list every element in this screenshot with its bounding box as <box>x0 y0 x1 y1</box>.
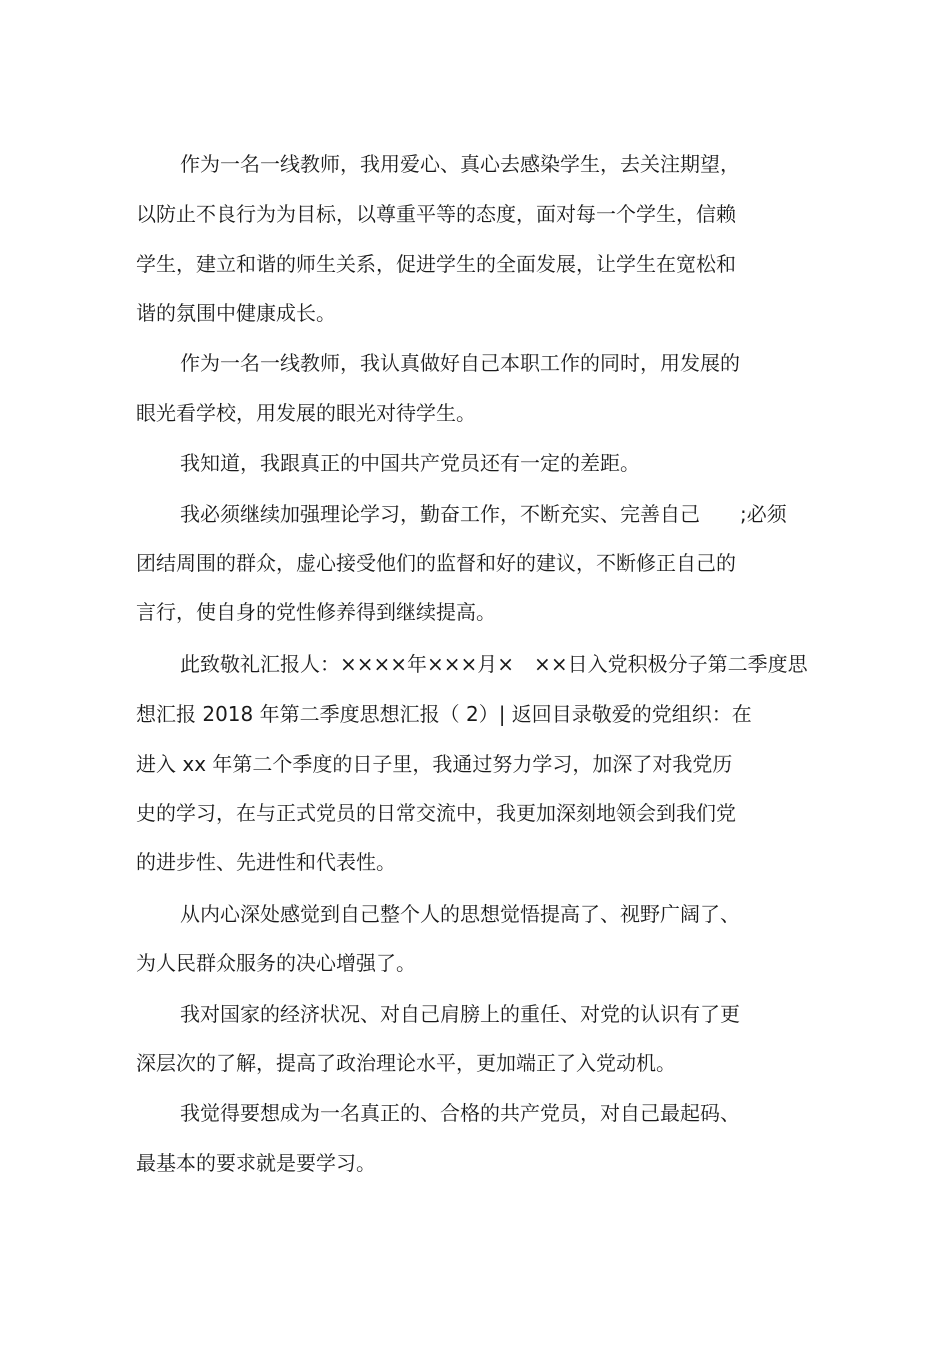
text-line: 深层次的了解，提高了政治理论水平，更加端正了入党动机。 <box>136 1051 676 1075</box>
text-line: 团结周围的群众，虚心接受他们的监督和好的建议，不断修正自己的 <box>136 551 736 575</box>
text-line: 进入 xx 年第二个季度的日子里，我通过努力学习，加深了对我党历 <box>136 752 733 776</box>
text-line: 我知道，我跟真正的中国共产党员还有一定的差距。 <box>180 451 640 475</box>
text-line: 眼光看学校，用发展的眼光对待学生。 <box>136 401 476 425</box>
text-line: 为人民群众服务的决心增强了。 <box>136 951 416 975</box>
text-line: 作为一名一线教师，我用爱心、真心去感染学生，去关注期望， <box>180 152 740 176</box>
text-line: 最基本的要求就是要学习。 <box>136 1151 376 1175</box>
text-line: 学生，建立和谐的师生关系，促进学生的全面发展，让学生在宽松和 <box>136 252 736 276</box>
text-line: 我觉得要想成为一名真正的、合格的共产党员，对自己最起码、 <box>180 1101 740 1125</box>
text-line: 作为一名一线教师，我认真做好自己本职工作的同时，用发展的 <box>180 351 740 375</box>
text-line: 的进步性、先进性和代表性。 <box>136 850 396 874</box>
text-line: 我必须继续加强理论学习，勤奋工作，不断充实、完善自己 ;必须 <box>180 502 787 526</box>
text-line: 从内心深处感觉到自己整个人的思想觉悟提高了、视野广阔了、 <box>180 902 740 926</box>
text-line: 想汇报 2018 年第二季度思想汇报（ 2）| 返回目录敬爱的党组织：在 <box>136 702 752 726</box>
text-line: 史的学习，在与正式党员的日常交流中，我更加深刻地领会到我们党 <box>136 801 736 825</box>
text-line: 谐的氛围中健康成长。 <box>136 301 336 325</box>
text-line: 言行，使自身的党性修养得到继续提高。 <box>136 600 496 624</box>
text-line: 我对国家的经济状况、对自己肩膀上的重任、对党的认识有了更 <box>180 1002 740 1026</box>
text-line: 以防止不良行为为目标，以尊重平等的态度，面对每一个学生，信赖 <box>136 202 736 226</box>
text-line: 此致敬礼汇报人：××××年×××月× ××日入党积极分子第二季度思 <box>180 652 808 676</box>
